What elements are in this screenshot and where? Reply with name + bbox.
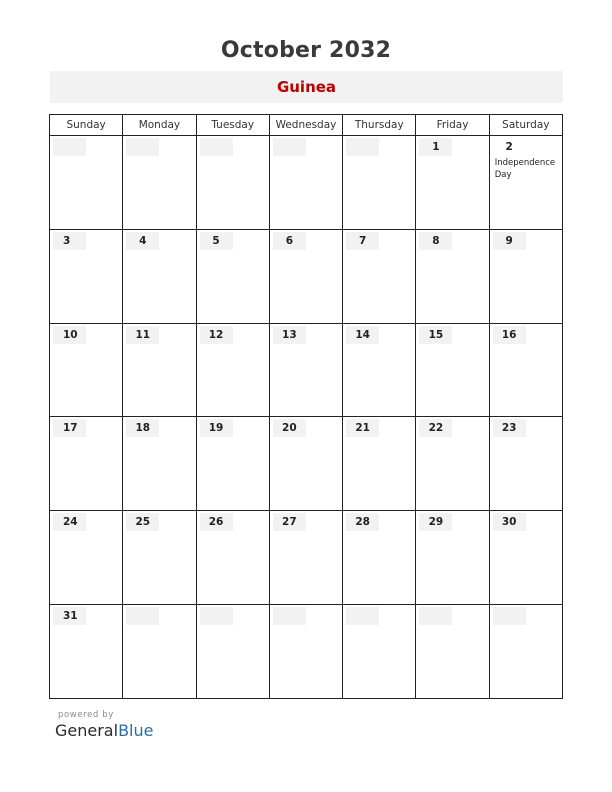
day-number: 30	[501, 516, 517, 529]
day-cell	[489, 323, 562, 417]
day-cell	[196, 605, 269, 699]
day-number-box	[53, 232, 86, 250]
day-number-box	[126, 607, 159, 625]
day-cell	[343, 323, 416, 417]
day-number: 17	[63, 422, 78, 435]
day-cell	[416, 417, 489, 511]
weekday-header-row	[50, 115, 563, 136]
day-cell	[123, 229, 196, 323]
day-number-box	[200, 607, 233, 625]
day-number-box	[493, 232, 526, 250]
day-number-box	[126, 326, 159, 344]
day-number: 12	[208, 328, 224, 341]
day-number-box	[493, 326, 526, 344]
day-number: 11	[135, 328, 151, 341]
day-number-box	[493, 607, 526, 625]
day-cell	[489, 511, 562, 605]
day-number: 20	[282, 422, 297, 435]
day-number: 3	[63, 234, 71, 247]
day-cell	[50, 136, 123, 230]
day-number: 8	[432, 234, 440, 247]
day-number: 25	[135, 516, 151, 529]
day-cell	[269, 605, 342, 699]
day-number: 5	[212, 234, 220, 247]
day-cell	[416, 511, 489, 605]
day-number-box	[419, 513, 452, 531]
day-number: 15	[428, 328, 444, 341]
day-cell	[269, 229, 342, 323]
brand-general: General	[55, 721, 119, 740]
day-number-box	[200, 419, 233, 437]
day-number-box	[53, 419, 86, 437]
week-row	[50, 229, 563, 323]
day-number: 6	[285, 234, 293, 247]
day-number: 1	[432, 141, 440, 153]
day-number-box	[200, 138, 233, 156]
weekday-friday: Friday	[416, 115, 489, 136]
weekday-sunday: Sunday	[50, 115, 123, 136]
day-cell	[343, 417, 416, 511]
day-number-box	[273, 326, 306, 344]
day-number: 16	[501, 328, 517, 341]
day-number-box	[346, 513, 379, 531]
week-row	[50, 605, 563, 699]
day-cell	[343, 605, 416, 699]
day-number-box	[53, 326, 86, 344]
day-number-box	[126, 232, 159, 250]
day-number: 29	[428, 516, 444, 529]
day-number: 13	[282, 328, 297, 341]
day-cell	[196, 417, 269, 511]
day-number: 10	[63, 328, 78, 341]
day-cell	[489, 229, 562, 323]
brand-blue: Blue	[118, 721, 154, 740]
day-cell	[123, 323, 196, 417]
day-cell	[196, 323, 269, 417]
day-number: 2	[505, 141, 513, 153]
day-cell	[269, 417, 342, 511]
day-number-box	[273, 607, 306, 625]
day-cell	[416, 136, 489, 230]
day-number-box	[346, 138, 379, 156]
day-number-box	[273, 513, 306, 531]
week-row	[50, 136, 563, 230]
day-number-box	[126, 419, 159, 437]
day-number-box	[53, 138, 86, 156]
day-number: 18	[135, 422, 151, 435]
day-number-box	[419, 138, 452, 156]
day-number: 22	[428, 422, 444, 435]
day-number-box	[493, 419, 526, 437]
day-number: 19	[208, 422, 224, 435]
day-number-box	[346, 607, 379, 625]
day-cell	[269, 511, 342, 605]
day-number-box	[493, 513, 526, 531]
calendar-grid	[49, 114, 563, 699]
day-number: 31	[63, 610, 78, 623]
day-number: 24	[63, 516, 78, 529]
calendar-title: October 2032	[220, 38, 392, 63]
powered-by-text: powered by	[58, 710, 114, 720]
day-number-box	[419, 607, 452, 625]
day-number: 21	[355, 422, 370, 435]
week-row	[50, 323, 563, 417]
week-row	[50, 511, 563, 605]
day-number-box	[493, 138, 526, 156]
day-number-box	[273, 232, 306, 250]
weekday-tuesday: Tuesday	[196, 115, 269, 136]
day-number: 9	[505, 234, 513, 247]
day-number-box	[273, 138, 306, 156]
day-cell	[343, 511, 416, 605]
weekday-thursday: Thursday	[343, 115, 416, 136]
day-number-box	[53, 513, 86, 531]
day-cell	[50, 229, 123, 323]
day-number-box	[273, 419, 306, 437]
day-number: 23	[501, 422, 517, 435]
day-cell	[196, 136, 269, 230]
day-number-box	[346, 419, 379, 437]
day-number: 4	[139, 234, 147, 247]
day-number: 14	[355, 328, 370, 341]
day-number-box	[346, 232, 379, 250]
weekday-saturday: Saturday	[489, 115, 562, 136]
day-cell	[123, 605, 196, 699]
day-cell	[50, 605, 123, 699]
country-bar	[50, 71, 563, 103]
weekday-monday: Monday	[123, 115, 196, 136]
day-cell	[343, 229, 416, 323]
day-cell	[416, 323, 489, 417]
day-cell	[489, 136, 562, 230]
day-number-box	[346, 326, 379, 344]
day-number-box	[419, 232, 452, 250]
day-cell	[50, 417, 123, 511]
day-cell	[123, 511, 196, 605]
day-cell	[123, 417, 196, 511]
day-number-box	[53, 607, 86, 625]
day-cell	[416, 229, 489, 323]
country-name: Guinea	[276, 78, 337, 96]
week-row	[50, 417, 563, 511]
day-number: 26	[208, 516, 224, 529]
day-number-box	[200, 232, 233, 250]
holiday-label: Independence Day	[494, 158, 556, 180]
day-number-box	[126, 138, 159, 156]
day-cell	[416, 605, 489, 699]
brand-logo	[55, 721, 153, 740]
day-cell	[489, 605, 562, 699]
weekday-wednesday: Wednesday	[269, 115, 342, 136]
day-cell	[50, 511, 123, 605]
day-number-box	[126, 513, 159, 531]
day-cell	[269, 136, 342, 230]
day-cell	[123, 136, 196, 230]
day-number-box	[200, 513, 233, 531]
day-number: 7	[358, 234, 367, 247]
day-cell	[196, 229, 269, 323]
day-cell	[196, 511, 269, 605]
day-cell	[343, 136, 416, 230]
day-number-box	[419, 419, 452, 437]
day-number-box	[200, 326, 233, 344]
day-number-box	[419, 326, 452, 344]
day-number: 28	[355, 516, 370, 529]
day-cell	[269, 323, 342, 417]
day-cell	[50, 323, 123, 417]
day-cell	[489, 417, 562, 511]
day-number: 27	[282, 516, 297, 529]
